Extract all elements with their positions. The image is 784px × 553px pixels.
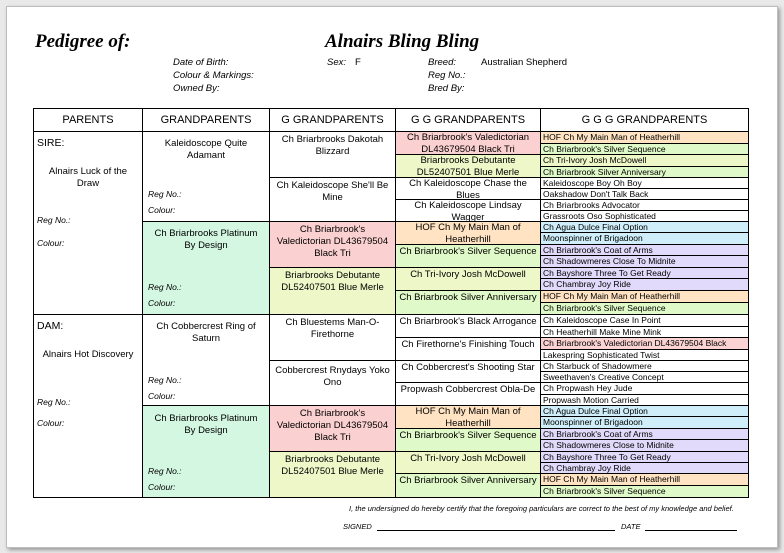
column-header-gg-grandparents: G G GRANDPARENTS [396,109,541,132]
gggp-cell [396,245,541,268]
pedigree-sheet [6,6,778,548]
ggp-name: Ch Kaleidoscope She'll Be Mine [276,180,389,203]
column-header-grandparents: GRANDPARENTS [143,109,270,132]
reg-no-label: Reg No.: [148,189,182,199]
grandparent-name: Ch Briarbrooks Platinum By Design [154,413,258,436]
dam-colour-label: Colour: [37,418,65,428]
ggp-cell [270,315,396,361]
ggggp-cell: Ch Bayshore Three To Get Ready [541,268,748,279]
ggp-name: Ch Briarbrooks Dakotah Blizzard [281,134,384,157]
gggp-name: Ch Tri-Ivory Josh McDowell [410,453,526,464]
ggp-cell [270,452,396,497]
page-title: Pedigree of: [35,31,131,52]
ggp-cell [270,406,396,452]
breed-value: Australian Shepherd [481,57,568,68]
sire-grandparent-1 [143,132,270,222]
dam-grandparent-2 [143,406,270,497]
ggggp-cell: Ch Starbuck of Shadowmere [541,361,748,372]
ggggp-cell: Ch Kaleidoscope Case In Point [541,315,748,327]
sire-cell [34,132,143,315]
ggggp-cell: HOF Ch My Main Man of Heatherhill [541,132,748,144]
ggggp-cell: Sweethaven's Creative Concept [541,372,748,383]
bred-by-label: Bred By: [428,83,465,94]
dam-grandparent-1 [143,315,270,406]
gggp-cell [396,291,541,315]
ggggp-cell: Moonspinner of Brigadoon [541,417,748,429]
gggp-name: Ch Kaleidoscope Lindsay Wagger [414,200,522,222]
ggp-name: Ch Briarbrook's Valedictorian DL43679504 Black Tri [276,224,389,259]
ggggp-cell: Ch Agua Dulce Final Option [541,222,748,233]
gggp-name: Ch Tri-Ivory Josh McDowell [410,269,526,280]
ggp-name: Briarbrooks Debutante DL52407501 Blue Merle [281,454,384,477]
sire-grandparent-2 [143,222,270,315]
gggp-cell [396,406,541,429]
ggggp-cell: Ch Propwash Hey Jude [541,383,748,395]
gggp-cell [396,178,541,200]
gggp-name: Ch Briarbrook Silver Anniversary [399,475,537,486]
ggggp-cell: Ch Chambray Joy Ride [541,463,748,474]
sire-colour-label: Colour: [37,238,65,248]
dog-name: Alnairs Bling Bling [325,31,480,52]
reg-no-label: Reg No.: [428,70,466,81]
ggp-cell [270,222,396,268]
gggp-cell [396,200,541,222]
gggp-cell [396,474,541,497]
ggggp-cell: Grassroots Oso Sophisticated [541,211,748,222]
ggp-cell [270,178,396,222]
ggggp-cell: Ch Bayshore Three To Get Ready [541,452,748,463]
certification-text: I, the undersigned do hereby certify that the foregoing particulars are correct to the best of my knowledge and belief. [349,504,734,513]
date-line[interactable] [645,530,737,531]
sire-reg-no-label: Reg No.: [37,215,71,225]
gggp-name: HOF Ch My Main Man of Heatherhill [415,406,521,429]
reg-no-label: Reg No.: [148,282,182,292]
sex-label: Sex: [327,57,347,68]
gggp-cell [396,268,541,291]
ggggp-cell: Moonspinner of Brigadoon [541,233,748,245]
ggggp-cell: Ch Briarbrook's Silver Sequence [541,144,748,155]
dam-label: DAM: [37,320,64,332]
ggggp-cell: Ch Briarbrook's Coat of Arms [541,429,748,440]
reg-no-label: Reg No.: [148,375,182,385]
grandparent-name: Ch Cobbercrest Ring of Saturn [156,321,256,344]
ggp-cell [270,132,396,178]
ggggp-cell: Ch Chambray Joy Ride [541,279,748,291]
grandparent-name: Kaleidoscope Quite Adamant [164,138,248,161]
gggp-cell [396,132,541,155]
ggp-cell [270,361,396,406]
dam-reg-no-label: Reg No.: [37,397,71,407]
ggggp-cell: Ch Briarbrook's Silver Sequence [541,486,748,497]
ggggp-cell: Ch Tri-Ivory Josh McDowell [541,155,748,167]
ggggp-cell: Ch Briarbrook Silver Anniversary [541,167,748,178]
ggggp-cell: Ch Agua Dulce Final Option [541,406,748,417]
ggggp-cell: Ch Heatherhill Make Mine Mink [541,327,748,338]
ggp-name: Briarbrooks Debutante DL52407501 Blue Merle [281,270,384,293]
ggp-cell [270,268,396,315]
date-of-birth-label: Date of Birth: [173,57,229,68]
ggp-name: Ch Briarbrook's Valedictorian DL43679504 Black Tri [276,408,389,443]
gggp-cell [396,429,541,452]
ggggp-cell: HOF Ch My Main Man of Heatherhill [541,474,748,486]
colour-markings-label: Colour & Markings: [173,70,254,81]
gggp-name: Ch Kaleidoscope Chase the Blues [409,178,527,200]
ggggp-cell: Ch Shadowmeres Close To Midnite [541,256,748,268]
grandparent-name: Ch Briarbrooks Platinum By Design [154,228,258,251]
date-label: DATE [621,522,641,531]
gggp-name: Ch Briarbrook's Silver Sequence [399,246,537,257]
sire-name: Alnairs Luck of the Draw [48,166,128,189]
column-header-ggg-grandparents: G G G GRANDPARENTS [541,109,748,132]
colour-label: Colour: [148,482,176,492]
gggp-cell [396,338,541,361]
gggp-cell [396,383,541,406]
ggggp-cell: Lakespring Sophisticated Twist [541,350,748,361]
ggggp-cell: Ch Briarbrooks Advocator [541,200,748,211]
colour-label: Colour: [148,205,176,215]
gggp-name: Ch Cobbercrest's Shooting Star [401,362,535,373]
colour-label: Colour: [148,391,176,401]
gggp-cell [396,361,541,383]
signed-label: SIGNED [343,522,372,531]
column-header-g-grandparents: G GRANDPARENTS [270,109,396,132]
gggp-name: Ch Briarbrook Silver Anniversary [399,292,537,303]
gggp-name: Ch Briarbrook's Black Arrogance [399,316,537,327]
ggggp-cell: HOF Ch My Main Man of Heatherhill [541,291,748,303]
ggggp-cell: Ch Shadowmeres Close to Midnite [541,440,748,452]
owned-by-label: Owned By: [173,83,220,94]
gggp-name: Ch Firethorne's Finishing Touch [401,339,535,350]
colour-label: Colour: [148,298,176,308]
gggp-cell [396,222,541,245]
ggp-name: Cobbercrest Rnydays Yoko Ono [275,365,390,388]
ggggp-cell: Ch Briarbrook's Valedictorian DL43679504 Black [541,338,748,350]
gggp-name: HOF Ch My Main Man of Heatherhill [415,222,521,245]
gggp-name: Propwash Cobbercrest Obla-De [400,384,536,395]
ggp-name: Ch Bluestems Man-O-Firethorne [285,317,380,340]
sex-value: F [355,57,361,68]
gggp-cell [396,452,541,474]
reg-no-label: Reg No.: [148,466,182,476]
ggggp-cell: Oakshadow Don't Talk Back [541,189,748,200]
sire-label: SIRE: [37,137,65,149]
gggp-name: Ch Briarbrook's Valedictorian DL43679504 Black Tri [406,132,530,155]
gggp-name: Ch Briarbrook's Silver Sequence [399,430,537,441]
ggggp-cell: Propwash Motion Carried [541,395,748,406]
column-header-parents: PARENTS [34,109,143,132]
breed-label: Breed: [428,57,456,68]
signature-line[interactable] [377,530,615,531]
pedigree-table [33,108,749,498]
gggp-name: Briarbrooks Debutante DL52407501 Blue Merle [416,155,520,178]
ggggp-cell: Kaleidoscope Boy Oh Boy [541,178,748,189]
dam-cell [34,315,143,497]
dam-name: Alnairs Hot Discovery [42,349,134,360]
gggp-cell [396,315,541,338]
ggggp-cell: Ch Briarbrook's Coat of Arms [541,245,748,256]
gggp-cell [396,155,541,178]
ggggp-cell: Ch Briarbrook's Silver Sequence [541,303,748,315]
